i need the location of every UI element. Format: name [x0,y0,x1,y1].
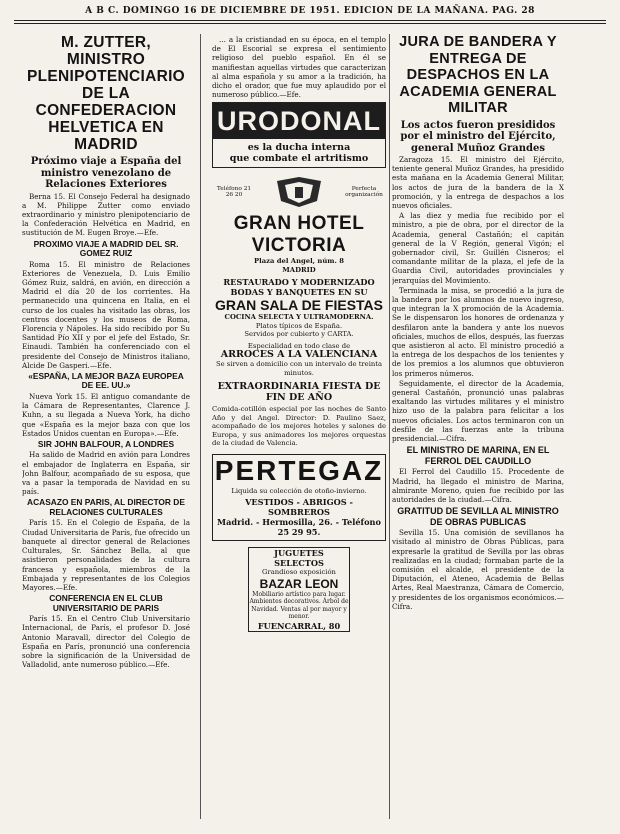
pertegaz-line: Madrid. - Hermosilla, 26. - Teléfono 25 29 95. [217,517,381,538]
article-text: A las diez y media fue recibido por el ministro, a pie de obra, por el director de la Academia, general Castañón; el capitán general de la V Región, general Vigón; el gobernador civil, Sr. Guillén Cisneros; el comandante militar de la plaza, el jefe de la Guardia Civil, autoridades provinciales y jerarquías del Movimiento. [392,211,564,285]
heading-ministro-marina: EL MINISTRO DE MARINA, EN EL FERROL DEL CAUDILLO [406,445,550,466]
bazar-address: FUENCARRAL, 80 [257,620,341,631]
article-text: París 15. En el Centro Club Universitario Internacional, de París, el profesor D. José Antonio Maravall, director del Colegio de España en París, pronunció una conferencia sobre la significación de la Universidad de Valladolid, ante numeroso público.—Efe. [22,614,190,670]
pertegaz-line: VESTIDOS - ABRIGOS - SOMBREROS [245,497,353,518]
bazar-sub: Grandioso exposición [262,568,336,577]
column-divider [200,34,201,819]
headline-jura: JURA DE BANDERA Y ENTREGA DE DESPACHOS EN LA ACADEMIA GENERAL MILITAR [399,34,557,116]
column-divider [389,34,390,819]
bazar-text: Mobiliario artístico para lugar. Ambientes decorativos. Árbol de Navidad. Ventas al por mayor y menor. [249,590,349,621]
pertegaz-line: Liquida su colección de otoño-invierno. [231,486,367,495]
hotel-line: Comida-cotillón especial por las noches de Santo Año y del Angel. Director: D. Paulino Saez, acompañado de los mejores hoteles y salones de Europa, y sus animadores los mejores orquestas de la ciudad de Valencia. [212,405,386,448]
pertegaz-brand: PERTEGAZ [214,454,384,486]
hotel-fiesta: EXTRAORDINARIA FIESTA DE FIN DE AÑO [217,381,381,404]
urodonal-brand: URODONAL [213,103,385,139]
heading-espana: «ESPAÑA, LA MEJOR BAZA EUROPEA DE EE. UU.» [28,370,184,391]
header-rule-double [14,23,606,24]
urodonal-line2: que combate el artritismo [229,153,369,165]
subhead-jura: Los actos fueron presididos por el ministro del Ejército, general Muñoz Grandes [400,119,556,154]
column-right [392,34,564,824]
urodonal-line1: es la ducha interna [247,142,351,154]
ad-urodonal [212,102,386,168]
heading-gomez: PROXIMO VIAJE A MADRID DEL SR. GOMEZ RUIZ [33,238,179,259]
heading-acasazo: ACASAZO EN PARIS, AL DIRECTOR DE RELACIONES CULTURALES [27,497,185,517]
article-text: Seguidamente, el director de la Academia, general Castañón, pronunció unas palabras exaltando las virtudes militares y el ministro hizo uso de la palabra para felicitar a los nuevos oficiales. Los actos terminaron con un desfile de las fuerzas ante la tribuna presidencial.—Cifra. [392,378,564,444]
column-left [22,34,190,824]
bazar-title: JUGUETES SELECTOS [274,548,324,569]
article-text: Terminada la misa, se procedió a la jura de la bandera por los alumnos de nuevo ingreso, que integran la X promoción de la Academia. Se le dispensaron los honores de ordenanza y desfilaron ante la bandera y ante los nuevos oficiales, muchos de ellos, después, las fuerzas que asistieron al acto. El ministro procedió a la entrega de los despachos de los tenientes y de los premios a los alumnos que obtuvieron los primeros números. [392,285,564,378]
column-middle [212,34,386,824]
hotel-line: Platos típicos de España. [255,321,343,330]
hotel-line: Se sirven a domicilio con un intervalo de treinta minutos. [215,360,383,377]
hotel-city: MADRID [282,265,316,274]
headline-zutter: M. ZUTTER, MINISTRO PLENIPOTENCIARIO DE LA CONFEDERACION HELVETICA EN MADRID [26,34,186,153]
ad-hotel-victoria [212,171,386,448]
hotel-organization: Perfecta organización [345,185,383,199]
article-text: Sevilla 15. Una comisión de sevillanos ha visitado al ministro de Obras Públicas, para expresarle la gratitud de Sevilla por las obras realizadas en la ciudad; formaban parte de la comisión el alcalde, el presidente de la Diputación, el Ateneo, Academia de Bellas Artes, Real Maestranza, Cámara de Comercio, y presidentes de los organismos económicos.—Cifra. [392,528,564,611]
hotel-line: Servidos por cubierto y CARTA. [244,330,354,339]
ad-pertegaz [212,454,386,542]
article-text: Ha salido de Madrid en avión para Londres el embajador de Inglaterra en España, sir John Balfour, acompañado de su esposa, que va a pasar la temporada de Navidad en su país. [22,450,190,497]
article-text: Roma 15. El ministro de Relaciones Exteriores de Venezuela, D. Luis Emilio Gómez Ruiz, saldrá, en avión, en dirección a Madrid el día 20 de los corrientes. Ha permanecido una quincena en Italia, en el curso de los cuales ha visitado las obras, los centros docentes y los museos de Roma, Florencia y Nápoles. Ha sido recibido por Su Santidad Pío XII y por el jefe del Estado, Sr. Einaudi. También ha conferenciado con el presidente del Consejo de Ministros italiano, Alcide De Gasperi.—Efe. [22,259,190,370]
hotel-address: Plaza del Angel, núm. 8 [254,257,344,266]
hotel-line: COCINA SELECTA Y ULTRAMODERNA. [224,313,374,322]
ad-bazar-leon [248,547,350,632]
heading-gratitud: GRATITUD DE SEVILLA AL MINISTRO DE OBRAS PUBLICAS [397,506,559,527]
hotel-arroces: ARROCES A LA VALENCIANA [220,349,378,361]
article-text: ... a la cristiandad en su época, en el templo de El Escorial se expresa el sentimiento religioso del pueblo español. En él se manifiestan aquellas virtudes que caracterizan al alma española y su amor a la tradición, ha dicho el orador, que fue muy aplaudido por el numeroso público.—Efe. [212,35,386,100]
header-rule [14,20,606,21]
article-text: Zaragoza 15. El ministro del Ejército, teniente general Muñoz Grandes, ha presidido esta mañana en la Academia General Militar, los actos de jura de la bandera de la X promoción, y la entrega de despachos a los nuevos oficiales. [392,155,564,211]
hotel-line: RESTAURADO Y MODERNIZADO [223,277,375,288]
hotel-phone: Teléfono 21 26 20 [216,185,252,199]
page-header: A B C. DOMINGO 16 DE DICIEMBRE DE 1951. EDICION DE LA MAÑANA. PAG. 28 [85,6,535,16]
hotel-sala: GRAN SALA DE FIESTAS [214,297,383,314]
article-text: El Ferrol del Caudillo 15. Procedente de Madrid, ha llegado el ministro de Marina, almirante Moreno, quien fue recibido por las autoridades de la ciudad.—Cifra. [392,467,564,504]
article-text: Nueva York 15. El antiguo comandante de la Cámara de Representantes, Clarence J. Kuhn, a su llegada a Nueva York, ha dicho que «España es la mejor baza con que los Estados Unidos cuentan en Europa».—Efe. [22,391,190,438]
heading-conferencia: CONFERENCIA EN EL CLUB UNIVERSITARIO DE PARIS [49,593,163,613]
bazar-brand: BAZAR LEON [259,576,339,591]
article-text: Berna 15. El Consejo Federal ha designado a M. Philippe Zutter como enviado extraordinario y ministro plenipotenciario de la Confederación Helvética en Madrid, en sustitución de M. Eugen Broye.—Efe. [22,191,190,238]
hotel-crest-row [214,175,384,209]
article-text: París 15. En el Colegio de España, de la Ciudad Universitaria de París, fue ofrecido un banquete al director general de Relaciones Culturales, Sr. Sánchez Bella, al que asistieron personalidades de la cultura francesa y española, miembros de la Embajada y representantes de los Colegios Mayores.—Efe. [22,518,190,592]
heading-balfour: SIR JOHN BALFOUR, A LONDRES [37,438,175,449]
hotel-line: Especialidad en todo clase de [247,341,351,350]
hotel-crest-icon [269,175,329,209]
hotel-line: BODAS Y BANQUETES EN SU [230,287,368,298]
subhead-zutter: Próximo viaje a España del ministro venezolano de Relaciones Exteriores [30,156,182,190]
hotel-name: GRAN HOTEL VICTORIA [233,213,365,257]
